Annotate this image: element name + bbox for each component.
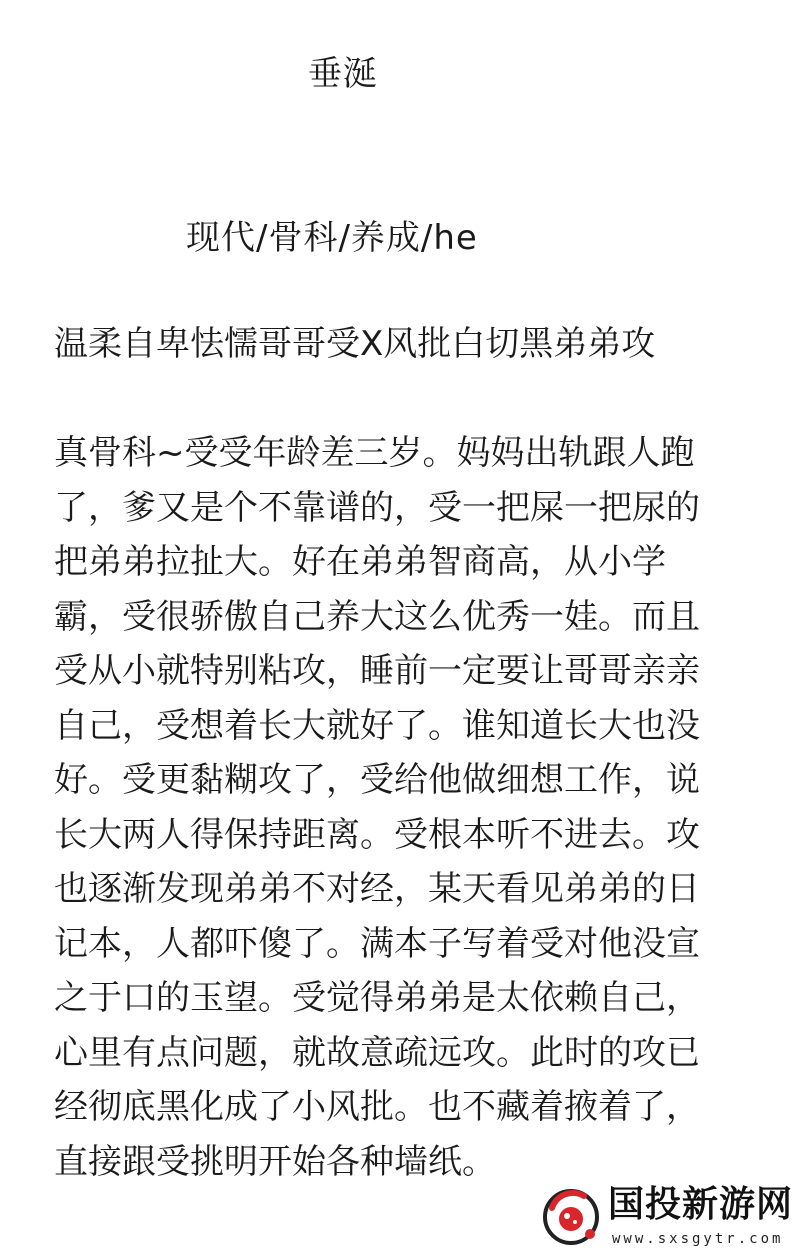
summary-line: 记本，人都吓傻了。满本子写着受对他没宣: [54, 923, 700, 964]
summary-line: 好。受更黏糊攻了，受给他做细想工作，说: [54, 760, 700, 800]
summary-line: 受从小就特别粘攻，睡前一定要让哥哥亲亲: [54, 651, 700, 691]
summary-line: 把弟弟拉扯大。好在弟弟智商高，从小学: [54, 542, 666, 582]
summary-line: 长大两人得保持距离。受根本听不进去。攻: [54, 814, 700, 855]
watermark-site-url: www.sxsgytr.com: [612, 1231, 784, 1247]
novel-title: 垂涎: [308, 54, 378, 94]
summary-line: 心里有点问题，就故意疏远攻。此时的攻已: [54, 1032, 700, 1073]
summary-line: 了，爹又是个不靠谱的，受一把屎一把尿的: [54, 487, 700, 528]
summary-line: 之于口的玉望。受觉得弟弟是太依赖自己，: [54, 978, 700, 1018]
character-pairing: 温柔自卑怯懦哥哥受X风批白切黑弟弟攻: [54, 324, 656, 364]
genre-tags: 现代/骨科/养成/he: [186, 218, 478, 258]
summary-line: 经彻底黑化成了小风批。也不藏着掖着了，: [54, 1087, 700, 1127]
summary-line: 真骨科~受受年龄差三岁。妈妈出轨跟人跑: [54, 433, 695, 473]
summary-line: 自己，受想着长大就好了。谁知道长大也没: [54, 705, 700, 746]
summary-line: 直接跟受挑明开始各种墙纸。: [54, 1141, 496, 1182]
site-watermark: [536, 1180, 794, 1254]
red-circle-logo-icon: [540, 1186, 602, 1248]
summary-line: 霸，受很骄傲自己养大这么优秀一娃。而且: [54, 596, 700, 637]
summary-paragraph: [54, 426, 754, 1189]
summary-line: 也逐渐发现弟弟不对经，某天看见弟弟的日: [54, 869, 700, 909]
watermark-site-name: 国投新游网: [608, 1184, 794, 1225]
